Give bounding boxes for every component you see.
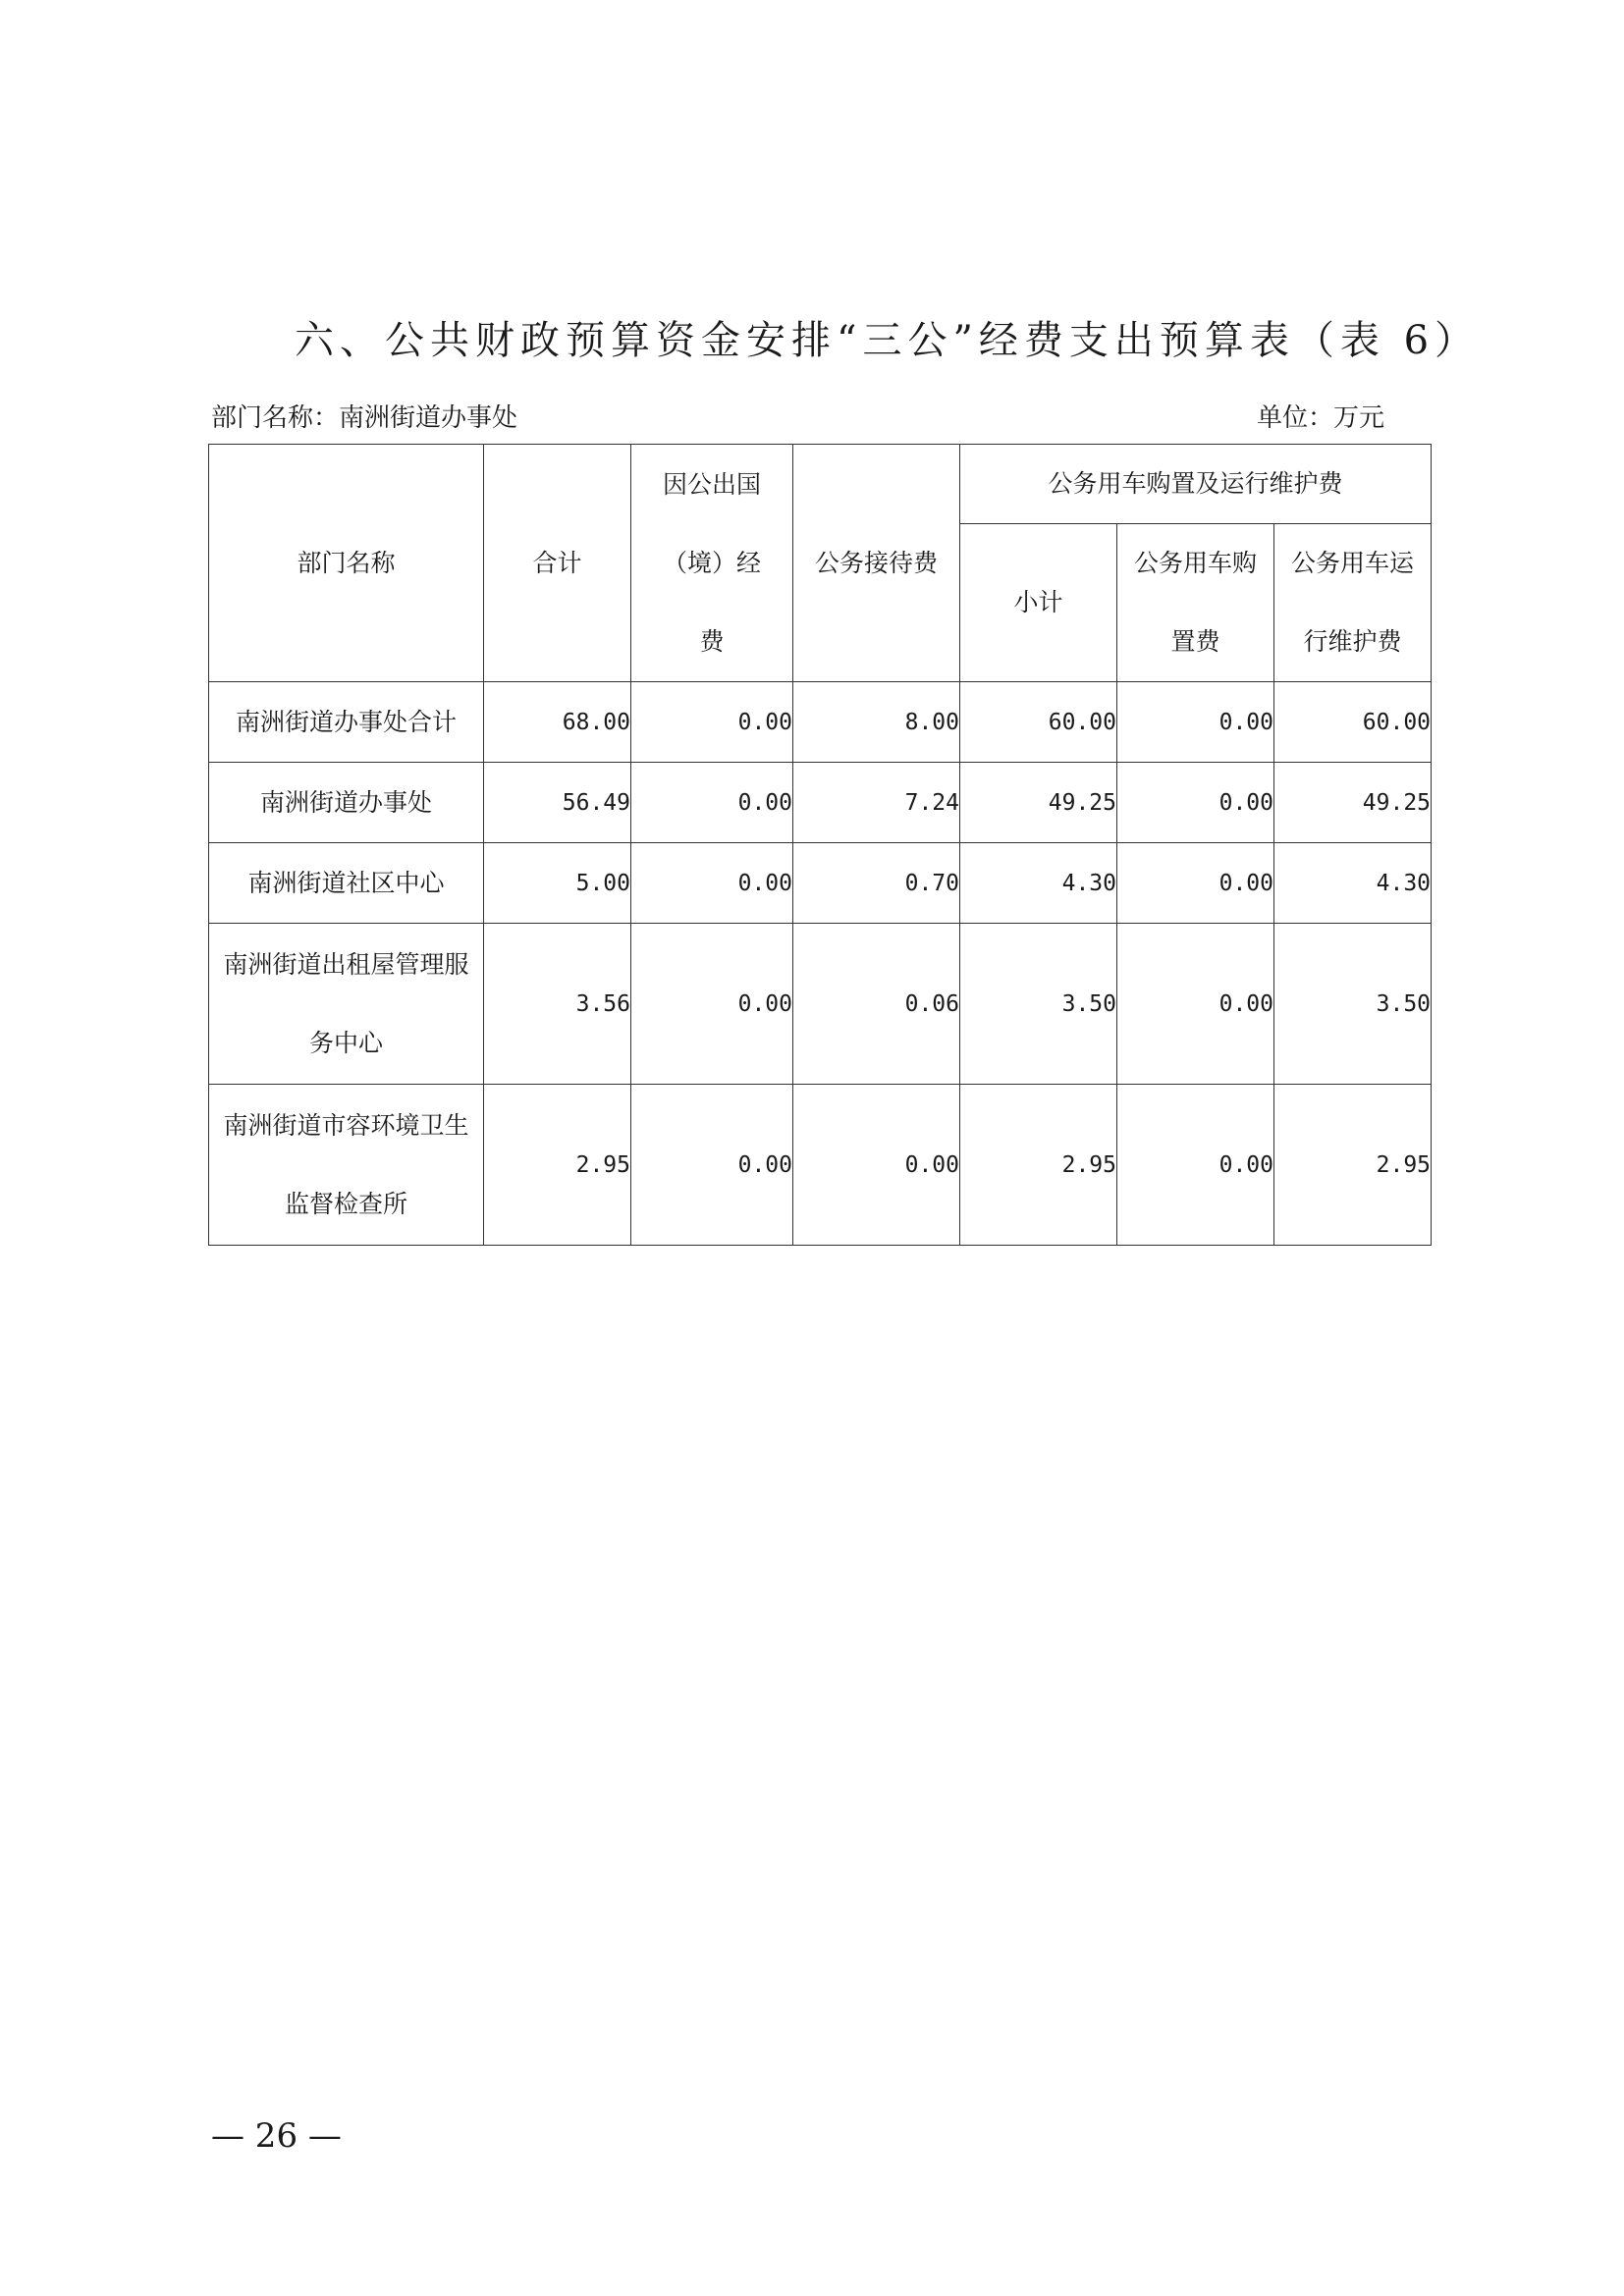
row-purchase: 0.00 bbox=[1117, 682, 1274, 763]
row-operation: 2.95 bbox=[1274, 1085, 1432, 1246]
header-subtotal: 小计 bbox=[960, 524, 1117, 682]
document-title: 六、公共财政预算资金安排“三公”经费支出预算表（表 6） bbox=[295, 318, 1481, 363]
header-vehicle-purchase bbox=[1117, 524, 1274, 682]
unit-label: 单位：万元 bbox=[1257, 403, 1385, 433]
row-overseas: 0.00 bbox=[631, 763, 793, 843]
row-reception: 0.00 bbox=[793, 1085, 960, 1246]
row-name: 南洲街道办事处合计 bbox=[209, 682, 484, 763]
row-overseas: 0.00 bbox=[631, 682, 793, 763]
row-overseas: 0.00 bbox=[631, 924, 793, 1085]
row-operation: 49.25 bbox=[1274, 763, 1432, 843]
row-total: 56.49 bbox=[484, 763, 631, 843]
row-reception: 8.00 bbox=[793, 682, 960, 763]
row-reception: 0.70 bbox=[793, 843, 960, 924]
row-purchase: 0.00 bbox=[1117, 843, 1274, 924]
table-row bbox=[209, 763, 1432, 843]
row-name: 南洲街道出租屋管理服务中心 bbox=[209, 924, 484, 1085]
department-label: 部门名称：南洲街道办事处 bbox=[211, 403, 518, 433]
row-subtotal: 2.95 bbox=[960, 1085, 1117, 1246]
row-overseas: 0.00 bbox=[631, 843, 793, 924]
table-row bbox=[209, 1085, 1432, 1246]
row-reception: 0.06 bbox=[793, 924, 960, 1085]
row-operation: 3.50 bbox=[1274, 924, 1432, 1085]
row-operation: 4.30 bbox=[1274, 843, 1432, 924]
row-purchase: 0.00 bbox=[1117, 924, 1274, 1085]
row-subtotal: 60.00 bbox=[960, 682, 1117, 763]
table-row bbox=[209, 843, 1432, 924]
header-dept-name: 部门名称 bbox=[209, 445, 484, 682]
header-total: 合计 bbox=[484, 445, 631, 682]
row-purchase: 0.00 bbox=[1117, 763, 1274, 843]
table-row bbox=[209, 682, 1432, 763]
row-operation: 60.00 bbox=[1274, 682, 1432, 763]
header-vehicle-operation bbox=[1274, 524, 1432, 682]
row-total: 3.56 bbox=[484, 924, 631, 1085]
row-name: 南洲街道社区中心 bbox=[209, 843, 484, 924]
page-number: — 26 — bbox=[211, 2116, 342, 2156]
header-overseas bbox=[631, 445, 793, 682]
header-vehicle-operation-label: 公务用车运行维护费 bbox=[1291, 549, 1415, 656]
row-total: 5.00 bbox=[484, 843, 631, 924]
row-name: 南洲街道市容环境卫生监督检查所 bbox=[209, 1085, 484, 1246]
row-name: 南洲街道办事处 bbox=[209, 763, 484, 843]
header-vehicle-purchase-label: 公务用车购置费 bbox=[1133, 549, 1257, 656]
header-reception: 公务接待费 bbox=[793, 445, 960, 682]
row-subtotal: 4.30 bbox=[960, 843, 1117, 924]
header-overseas-label: 因公出国（境）经费 bbox=[662, 469, 761, 656]
row-total: 68.00 bbox=[484, 682, 631, 763]
row-purchase: 0.00 bbox=[1117, 1085, 1274, 1246]
table-row bbox=[209, 924, 1432, 1085]
three-public-expenses-table bbox=[208, 444, 1432, 1246]
row-subtotal: 3.50 bbox=[960, 924, 1117, 1085]
row-total: 2.95 bbox=[484, 1085, 631, 1246]
row-reception: 7.24 bbox=[793, 763, 960, 843]
row-overseas: 0.00 bbox=[631, 1085, 793, 1246]
row-subtotal: 49.25 bbox=[960, 763, 1117, 843]
header-vehicle-group: 公务用车购置及运行维护费 bbox=[960, 445, 1432, 524]
